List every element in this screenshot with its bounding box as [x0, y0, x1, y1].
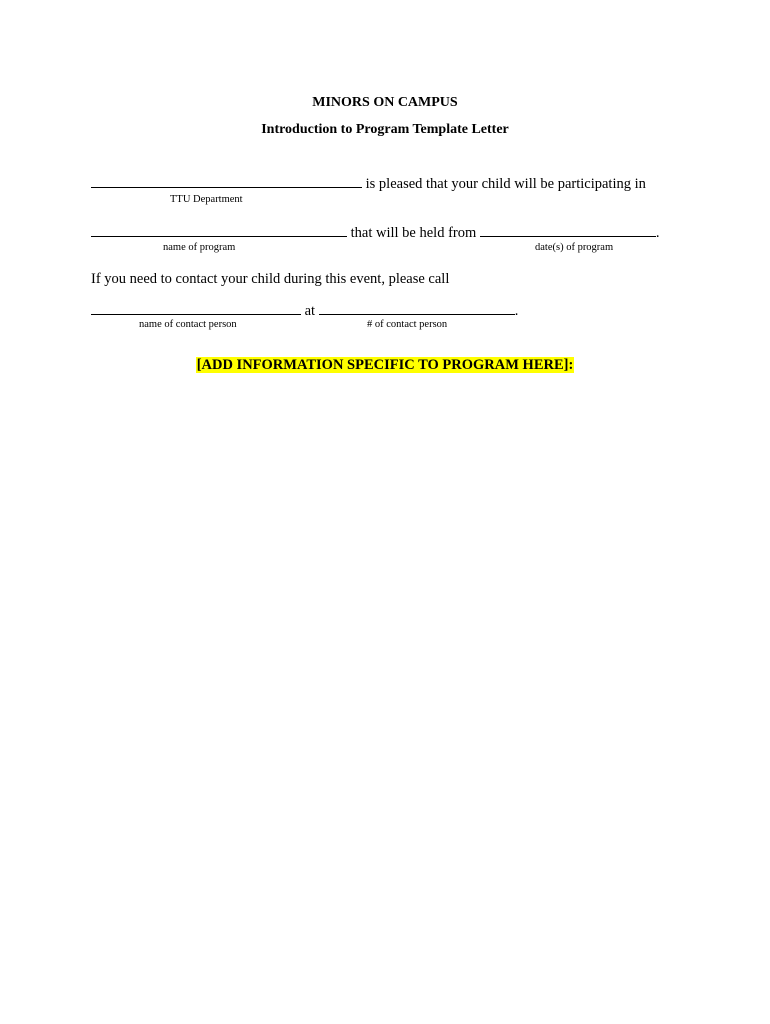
program-name-caption: name of program: [163, 242, 236, 253]
program-line-end: .: [655, 225, 660, 241]
contact-number-caption: # of contact person: [367, 319, 448, 330]
highlighted-instruction: [ADD INFORMATION SPECIFIC TO PROGRAM HERE]:: [196, 357, 574, 373]
department-line: [91, 175, 646, 193]
program-dates-blank[interactable]: [480, 224, 656, 237]
program-name-blank[interactable]: [91, 224, 347, 237]
document-subheading: Introduction to Program Template Letter: [261, 122, 509, 137]
program-line: [91, 224, 660, 242]
program-info-placeholder: [0, 357, 770, 374]
department-caption: TTU Department: [170, 194, 243, 205]
contact-number-blank[interactable]: [319, 302, 515, 315]
contact-line-end: .: [514, 303, 519, 319]
program-dates-caption: date(s) of program: [535, 242, 614, 253]
contact-instruction: If you need to contact your child during this event, please call: [91, 271, 450, 287]
contact-line-text: at: [304, 303, 316, 319]
contact-line: [91, 302, 518, 320]
document-heading: MINORS ON CAMPUS: [312, 95, 458, 110]
contact-name-caption: name of contact person: [139, 319, 237, 330]
department-line-text: is pleased that your child will be participating in: [365, 176, 646, 192]
department-blank[interactable]: [91, 175, 362, 188]
program-line-text: that will be held from: [350, 225, 477, 241]
contact-name-blank[interactable]: [91, 302, 301, 315]
